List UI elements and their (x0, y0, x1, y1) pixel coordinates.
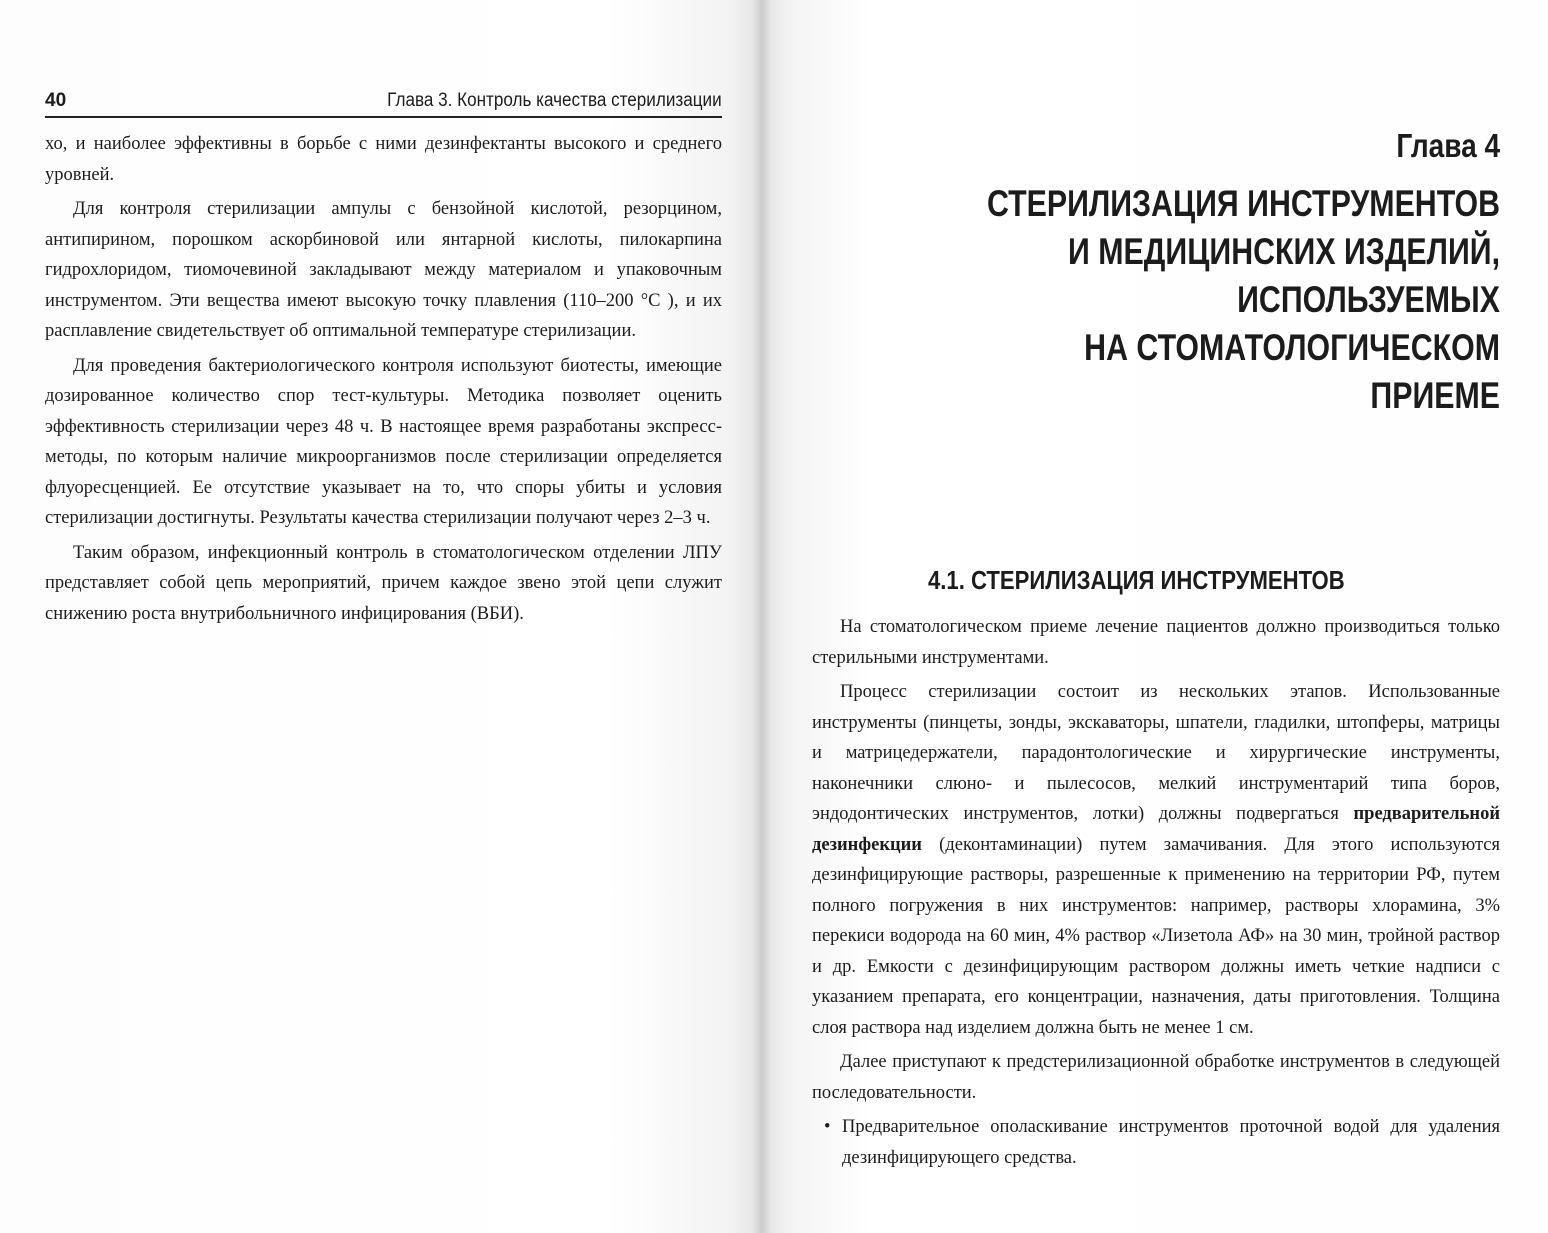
right-page-text (812, 612, 1500, 1173)
list-item (812, 1112, 1500, 1173)
chapter-title-line: И МЕДИЦИНСКИХ ИЗДЕЛИЙ, (1068, 231, 1500, 272)
list-item-text: Предварительное ополаскивание инструментов проточной водой для удаления дезинфицирующего средства. (842, 1117, 1500, 1168)
bullet-list (812, 1112, 1500, 1173)
chapter-title-line: ИСПОЛЬЗУЕМЫХ (1237, 279, 1500, 320)
left-page-text (45, 129, 722, 633)
bold-term: предварительной дезинфекции (812, 804, 1500, 855)
chapter-title-line: ПРИЕМЕ (1370, 375, 1500, 416)
paragraph: хо, и наиболее эффективны в борьбе с ними дезинфектанты высокого и среднего уровней. (45, 134, 722, 185)
paragraph: На стоматологическом приеме лечение пациентов должно производиться только стерильными инструментами. (812, 617, 1500, 668)
paragraph: Для контроля стерилизации ампулы с бензойной кислотой, резорцином, антипирином, порошком аскорбиновой или янтарной кислоты, пилокарпина гидрохлоридом, тиомочевиной закладывают между материалом и упаковочным инструментом. Эти вещества имеют высокую точку плавления (110–200 °С ), и их расплавление свидетельствует об оптимальной температуре стерилизации. (45, 199, 722, 341)
paragraph (812, 677, 1500, 1043)
paragraph: Таким образом, инфекционный контроль в стоматологическом отделении ЛПУ представляет собой цепь мероприятий, причем каждое звено этой цепи служит снижению роста внутрибольничного инфицирования (ВБИ). (45, 542, 722, 624)
paragraph: Далее приступают к предстерилизационной обработке инструментов в следующей последовательности. (812, 1052, 1500, 1103)
chapter-title-line: СТЕРИЛИЗАЦИЯ ИНСТРУМЕНТОВ (986, 183, 1500, 224)
book-gutter (752, 0, 772, 1233)
section-heading: 4.1. СТЕРИЛИЗАЦИЯ ИНСТРУМЕНТОВ (928, 565, 1345, 595)
paragraph: Для проведения бактериологического контроля используют биотесты, имеющие дозированное количество спор тест-культуры. Методика позволяет оценить эффективность стерилизации через 48 ч. В настоящее время разработаны экспресс-методы, по которым наличие микроорганизмов после стерилизации определяется флуоресценцией. Ее отсутствие указывает на то, что споры убиты и условия стерилизации достигнуты. Результаты качества стерилизации получают через 2–3 ч. (45, 355, 722, 528)
chapter-label: Глава 4 (1396, 127, 1500, 164)
paragraph-text: Процесс стерилизации состоит из нескольких этапов. Использованные инструменты (пинцеты, зонды, экскаваторы, шпатели, гладилки, штопферы, матрицы и матрицедержатели, парадонтологические и хирургические инструменты, наконечники слюно- и пылесосов, мелкий инструментарий типа боров, эндодонтических инструментов, лотки) должны подвергаться (812, 682, 1500, 824)
bullet-marker: • (824, 1117, 831, 1137)
running-title: Глава 3. Контроль качества стерилизации (387, 90, 722, 111)
running-head (45, 88, 722, 118)
chapter-title-line: НА СТОМАТОЛОГИЧЕСКОМ (1084, 327, 1500, 368)
paragraph-text: (деконтаминации) путем замачивания. Для этого используются дезинфицирующие растворы, разрешенные к применению на территории РФ, путем полного погружения в них инструментов: например, растворы хлорамина, 3% перекиси водорода на 60 мин, 4% раствор «Лизетола АФ» на 30 мин, тройной раствор и др. Емкости с дезинфицирующим раствором должны иметь четкие надписи с указанием препарата, его концентрации, назначения, даты приготовления. Толщина слоя раствора над изделием должна быть не менее 1 см. (812, 834, 1500, 1038)
page-number: 40 (45, 90, 67, 111)
chapter-title (800, 180, 1500, 420)
